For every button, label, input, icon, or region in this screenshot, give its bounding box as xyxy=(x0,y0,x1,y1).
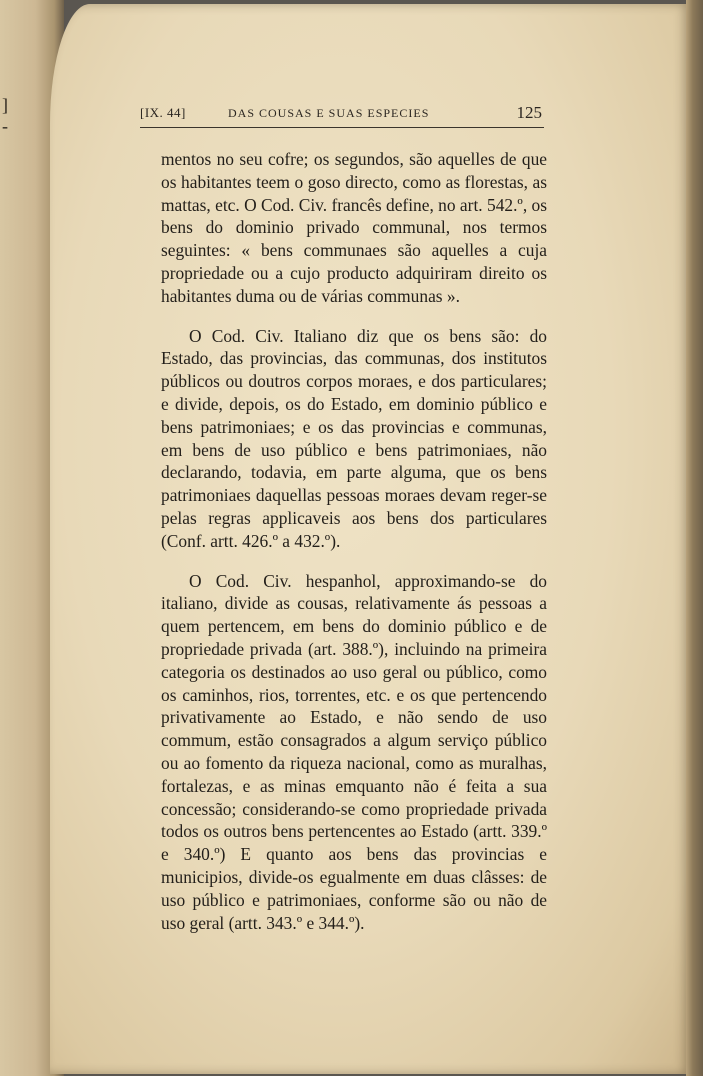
left-page-marks: ] - xyxy=(2,95,8,136)
body-text xyxy=(161,148,547,934)
running-header xyxy=(140,103,544,125)
header-rule xyxy=(140,127,544,128)
paragraph-2: O Cod. Civ. Italiano diz que os bens são: do Estado, das provincias, das communas, dos institutos públicos ou doutros corpos moraes, e dos particulares; e divide, depois, os do Estado, em dominio público e bens patrimoniaes; e os das provincias e communas, em bens de uso público e bens patrimoniaes, não declarando, todavia, em parte alguma, que os bens patrimoniaes daquellas pessoas moraes devam reger-se pelas regras applicaveis aos bens dos particulares (Conf. artt. 426.º a 432.º). xyxy=(161,325,547,551)
page-number: 125 xyxy=(516,103,542,122)
right-page-edge xyxy=(686,0,703,1076)
paragraph-1: mentos no seu cofre; os segundos, são aquelles de que os habitantes teem o goso directo, como as florestas, as mattas, etc. O Cod. Civ. francês define, no art. 542.º, os bens do dominio privado communal, nos termos seguintes: « bens communaes são aquelles a cuja propriedade ou a cujo producto adquiriram direito os habitantes duma ou de várias communas ». xyxy=(161,149,547,306)
paragraph-3: O Cod. Civ. hespanhol, approximando-se do italiano, divide as cousas, relativamente ás pessoas a quem pertencem, em bens do dominio público e de propriedade privada (art. 388.º), incluindo na primeira categoria os destinados ao uso geral ou público, como os caminhos, rios, torrentes, etc. e os que pertencendo privativamente ao Estado, e não sendo de uso commum, estão consagrados a algum serviço público ou ao fomento da riqueza nacional, como as muralhas, fortalezas, e as minas emquanto não é feita a sua concessão; considerando-se como propriedade privada todos os outros bens pertencentes ao Estado (artt. 339.º e 340.º) E quanto aos bens das provincias e municipios, divide-os egualmente em duas clâsses: de uso público e patrimoniaes, conforme são ou não de uso geral (artt. 343.º e 344.º). xyxy=(161,570,547,933)
section-reference: [IX. 44] xyxy=(140,105,186,120)
chapter-title: DAS COUSAS E SUAS ESPECIES xyxy=(228,106,430,120)
